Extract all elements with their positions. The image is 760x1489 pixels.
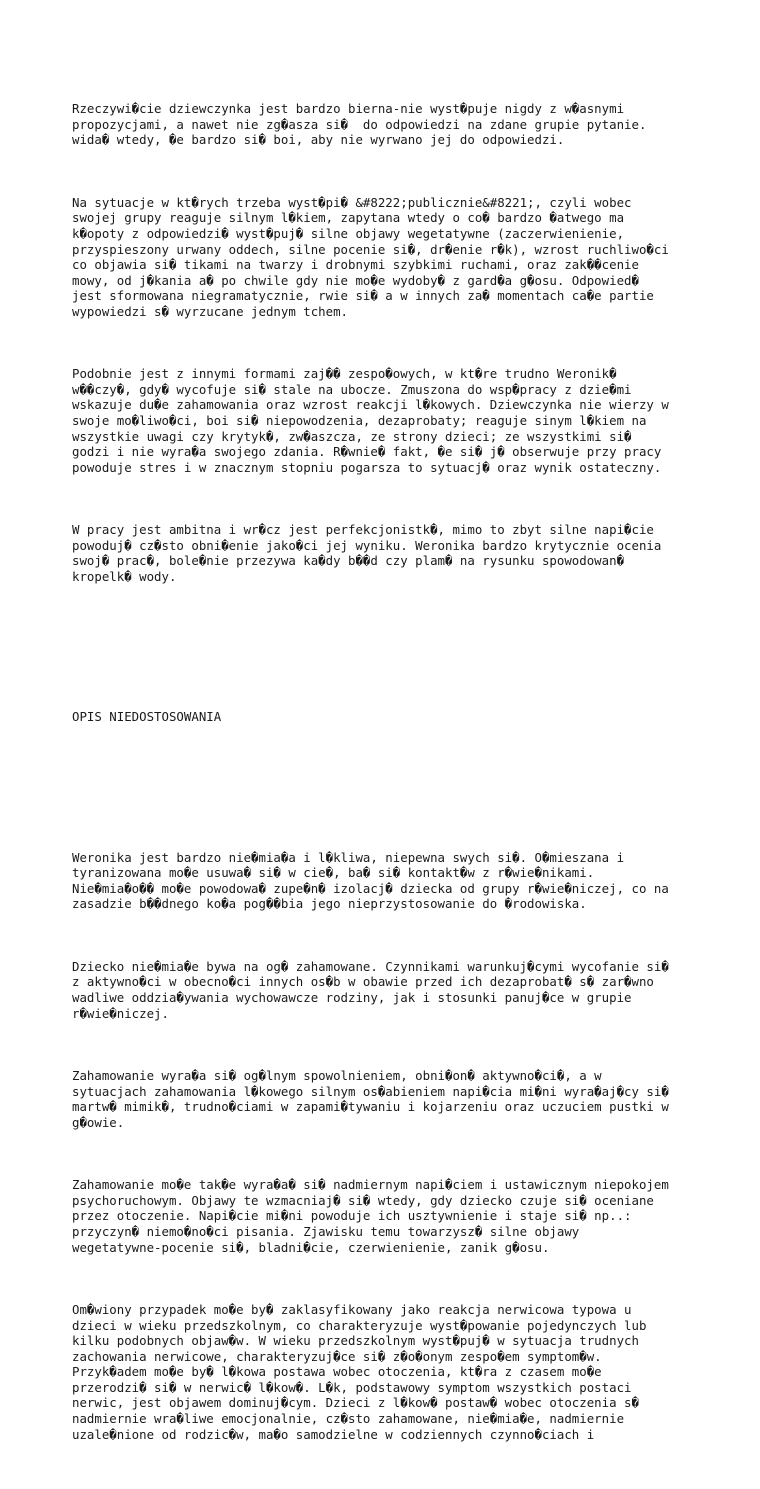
paragraph-public-speaking: Na sytuacje w kt�rych trzeba wyst�pi� &#8222;publicznie&#8221;, czyli wobec swojej grupy reaguje silnym l�kiem, zapytana wtedy o co� bardzo �atwego ma k�opoty z odpowiedzi� wyst�puj� silne objawy wegetatywne (zaczerwienienie, przyspieszony urwany oddech, silne pocenie si�, dr�enie r�k), wzrost ruchliwo�ci co objawia si� tikami na twarzy i drobnymi szybkimi ruchami, oraz zak��cenie mowy, od j�kania a� po chwile gdy nie mo�e wydoby� z gard�a g�osu. Odpowied� jest sformowana niegramatycznie, rwie si� a w innych za� momentach ca�e partie wypowiedzi s� wyrzucane jednym tchem. <box>72 194 669 319</box>
paragraph-neurotic-reaction: Om�wiony przypadek mo�e by� zaklasyfikowany jako reakcja nerwicowa typowa u dzieci w wieku przedszkolnym, co charakteryzuje wyst�powanie pojedynczych lub kilku podobnych objaw�w. W wieku przedszkolnym wyst�puj� w sytuacja trudnych zachowania nerwicowe, charakteryzuj�ce si� z�o�onym zespo�em symptom�w. Przyk�adem mo�e by� l�kowa postawa wobec otoczenia, kt�ra z czasem mo�e przerodzi� si� w nerwic� l�kow�. L�k, podstawowy symptom wszystkich postaci nerwic, jest objawem dominuj�cym. Dzieci z l�kow� postaw� wobec otoczenia s� nadmiernie wra�liwe emocjonalnie, cz�sto zahamowane, nie�mia�e, nadmiernie uzale�nione od rodzic�w, ma�o samodzielne w codziennych czynno�ciach i <box>72 1301 647 1442</box>
paragraph-shyness: Weronika jest bardzo nie�mia�a i l�kliwa, niepewna swych si�. O�mieszana i tyranizowana mo�e usuwa� si� w cie�, ba� si� kontakt�w z r�wie�nikami. Nie�mia�o�� mo�e powodowa� zupe�n� izolacj� dziecka od grupy r�wie�niczej, co na zasadzie b��dnego ko�a pog��bia jego nieprzystosowanie do �rodowiska. <box>72 849 669 912</box>
paragraph-group-activities: Podobnie jest z innymi formami zaj�� zespo�owych, w kt�re trudno Weronik� w��czy�, gdy� wycofuje si� stale na ubocze. Zmuszona do wsp�pracy z dzie�mi wskazuje du�e zahamowania oraz wzrost reakcji l�kowych. Dziewczynka nie wierzy w swoje mo�liwo�ci, boi si� niepowodzenia, dezaprobaty; reaguje sinym l�kiem na wszystkie uwagi czy krytyk�, zw�aszcza, ze strony dzieci; ze wszystkimi si� godzi i nie wyra�a swojego zdania. R�wnie� fakt, �e si� j� obserwuje przy pracy powoduje stres i w znacznym stopniu pogarsza to sytuacj� oraz wynik ostateczny. <box>72 366 669 475</box>
paragraph-inhibition-factors: Dziecko nie�mia�e bywa na og� zahamowane. Czynnikami warunkuj�cymi wycofanie si� z aktywno�ci w obecno�ci innych os�b w obawie przed ich dezaprobat� s� zar�wno wadliwe oddzia�ywania wychowawcze rodziny, jak i stosunki panuj�ce w grupie r�wie�niczej. <box>72 958 669 1021</box>
paragraph-passivity: Rzeczywi�cie dziewczynka jest bardzo bierna-nie wyst�puje nigdy z w�asnymi propozycjami, a nawet nie zg�asza si� do odpowiedzi na zdane grupie pytanie. wida� wtedy, �e bardzo si� boi, aby nie wyrwano jej do odpowiedzi. <box>72 101 647 148</box>
paragraph-perfectionism: W pracy jest ambitna i wr�cz jest perfekcjonistk�, mimo to zbyt silne napi�cie powoduj� cz�sto obni�enie jako�ci jej wyniku. Weronika bardzo krytycznie ocenia swoj� prac�, bole�nie przezywa ka�dy b��d czy plam� na rysunku spowodowan� kropelk� wody. <box>72 522 662 584</box>
paragraph-psychomotor-tension: Zahamowanie mo�e tak�e wyra�a� si� nadmiernym napi�ciem i ustawicznym niepokojem psychoruchowym. Objawy te wzmacniaj� si� wtedy, gdy dziecko czuje si� oceniane przez otoczenie. Napi�cie mi�ni powoduje ich usztywnienie i staje si� np..: przyczyn� niemo�no�ci pisania. Zjawisku temu towarzysz� silne objawy wegetatywne-pocenie si�, bladni�cie, czerwienienie, zanik g�osu. <box>72 1177 669 1255</box>
document-body <box>72 70 702 1489</box>
paragraph-inhibition-expression: Zahamowanie wyra�a si� og�lnym spowolnieniem, obni�on� aktywno�ci�, a w sytuacjach zahamowania l�kowego silnym os�abieniem napi�cia mi�ni wyra�aj�cy si� martw� mimik�, trudno�ciami w zapami�tywaniu i kojarzeniu oraz uczuciem pustki w g�owie. <box>72 1068 669 1130</box>
spacer <box>72 756 702 803</box>
section-heading: OPIS NIEDOSTOSOWANIA <box>72 709 222 725</box>
spacer <box>72 647 702 678</box>
